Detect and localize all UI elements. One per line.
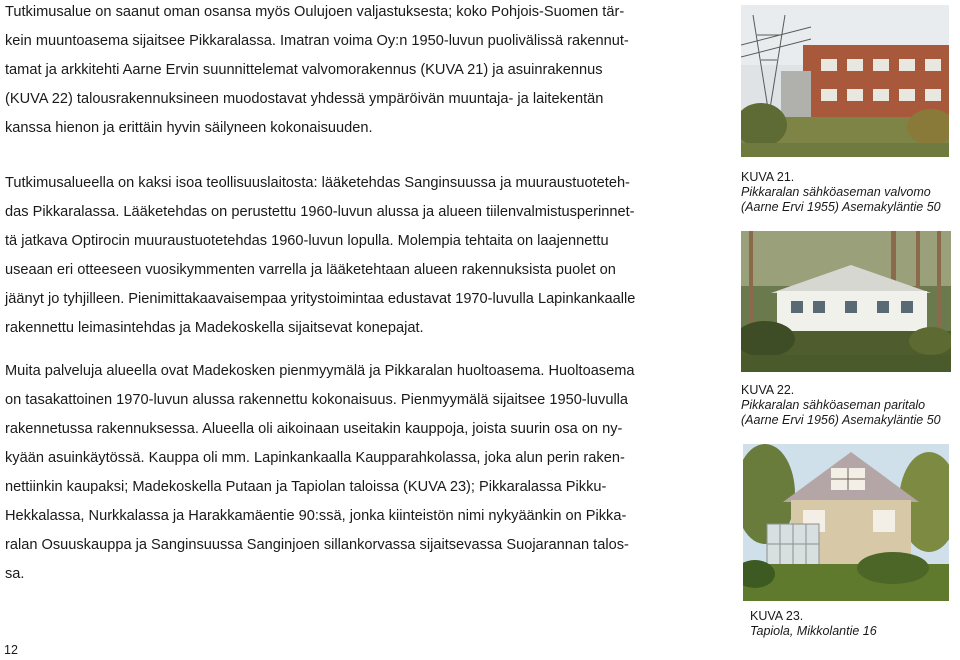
- caption-kuva-21: [741, 170, 960, 215]
- figure-number: KUVA 21.: [741, 170, 795, 184]
- photo-control-building: [741, 5, 949, 157]
- figure-number: KUVA 22.: [741, 383, 795, 397]
- caption-kuva-23: [750, 609, 955, 639]
- paragraph-3: Muita palveluja alueella ovat Madekosken pienmyymälä ja Pikkaralan huoltoasema. Huoltoasema on tasakattoinen 1970-luvun alussa rakennettu kokonaisuus. Pienmyymälä sijaitsee 1950-luvulla rakennetussa rakennuksessa. Alueella oli aikoinaan useitakin kauppoja, joista suurin osa on ny- kyään asuinkäytössä. Kauppa oli mm. Lapinkankaalla Kaupparahkolassa, joka alun perin raken- nettiinkin kaupaksi; Madekoskella Putaan ja Tapiolan taloissa (KUVA 23); Pikkaralassa Pikku- Hekkalassa, Nurkkalassa ja Harakkamäentie 90:ssä, jonka kiinteistön nimi nykyäänkin on Pikka- ralan Osuuskauppa ja Sanginsuussa Sanginjoen sillankorvassa sijaitsevassa Suojarannan talos- sa.: [5, 363, 635, 582]
- figure-number: KUVA 23.: [750, 609, 804, 623]
- figure-caption: Tapiola, Mikkolantie 16: [750, 624, 877, 638]
- figure-caption: Pikkaralan sähköaseman valvomo (Aarne Ervi 1955) Asemakyläntie 50: [741, 185, 941, 214]
- page-number: 12: [4, 643, 18, 657]
- paragraph-2: Tutkimusalueella on kaksi isoa teollisuuslaitosta: lääketehdas Sanginsuussa ja muuraustuoteteh- das Pikkaralassa. Lääketehdas on perustettu 1960-luvun alussa ja alueen tiilenvalmistusperinnet- tä jatkava Optirocin muuraustuotetehdas 1960-luvun lopulla. Molempia tehtaita on laajennettu useaan eri otteeseen vuosikymmenten varrella ja lääketehtaan alueen rakennuksista puolet on jäänyt jo tyhjilleen. Pienimittakaavaisempaa yritystoimintaa edustavat 1970-luvulla Lapinkankaalle rakennettu leimasintehdas ja Madekoskella sijaitsevat konepajat.: [5, 175, 636, 336]
- paragraph-1: Tutkimusalue on saanut oman osansa myös Oulujoen valjastuksesta; koko Pohjois-Suomen tär- kein muuntoasema sijaitsee Pikkaralassa. Imatran voima Oy:n 1950-luvun puolivälissä rakennut- tamat ja arkkitehti Aarne Ervin suunnittelemat valvomorakennus (KUVA 21) ja asuinrakennus (KUVA 22) talousrakennuksineen muodostavat yhdessä ympäröivän muuntaja- ja laitekentän kanssa hienon ja erittäin hyvin säilyneen kokonaisuuden.: [5, 4, 629, 136]
- body-text-column: [5, 0, 695, 589]
- photo-duplex-house: [741, 231, 951, 372]
- figure-caption: Pikkaralan sähköaseman paritalo (Aarne Ervi 1956) Asemakyläntie 50: [741, 398, 941, 427]
- caption-kuva-22: [741, 383, 960, 428]
- photo-tapiola-house: [743, 444, 949, 601]
